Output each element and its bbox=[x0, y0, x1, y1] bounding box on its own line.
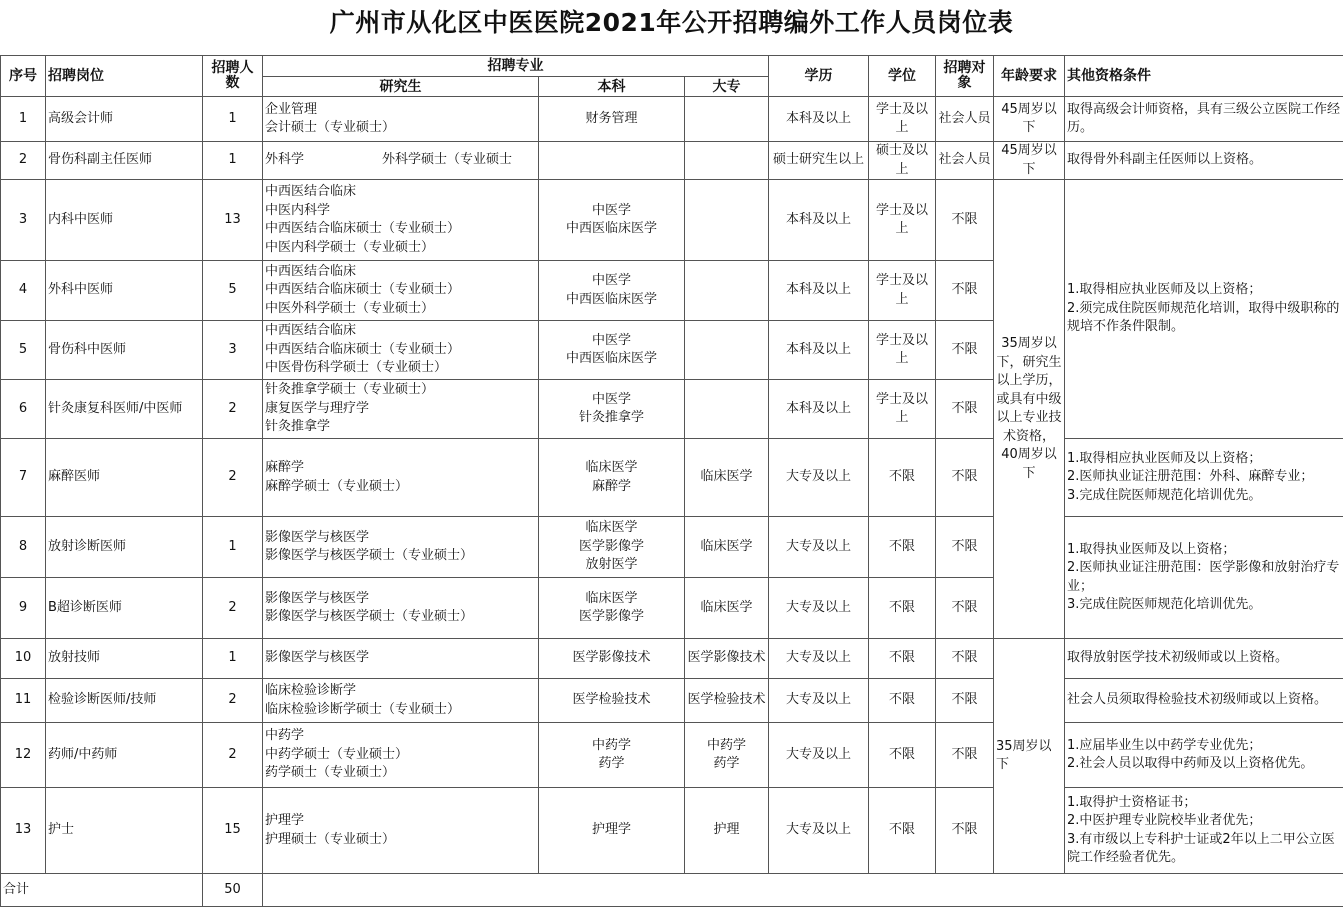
cell-seq: 11 bbox=[1, 679, 46, 723]
cell-college bbox=[685, 180, 769, 261]
cell-count: 2 bbox=[203, 679, 263, 723]
cell-grad: 麻醉学 麻醉学硕士（专业硕士） bbox=[263, 439, 539, 517]
cell-college bbox=[685, 97, 769, 142]
cell-target: 不限 bbox=[936, 261, 994, 321]
cell-college: 护理 bbox=[685, 788, 769, 874]
cell-edu: 大专及以上 bbox=[769, 788, 869, 874]
cell-seq: 10 bbox=[1, 639, 46, 679]
cell-target: 社会人员 bbox=[936, 97, 994, 142]
cell-target: 不限 bbox=[936, 380, 994, 439]
cell-seq: 6 bbox=[1, 380, 46, 439]
cell-target: 不限 bbox=[936, 321, 994, 380]
cell-seq: 7 bbox=[1, 439, 46, 517]
cell-count: 1 bbox=[203, 639, 263, 679]
cell-grad: 临床检验诊断学 临床检验诊断学硕士（专业硕士） bbox=[263, 679, 539, 723]
header-grad: 研究生 bbox=[263, 77, 539, 97]
cell-undergrad: 中医学 针灸推拿学 bbox=[539, 380, 685, 439]
cell-undergrad: 中医学 中西医临床医学 bbox=[539, 321, 685, 380]
cell-edu: 本科及以上 bbox=[769, 261, 869, 321]
cell-college bbox=[685, 321, 769, 380]
cell-other: 1.取得执业医师及以上资格； 2.医师执业证注册范围：医学影像和放射治疗专业； 3.完成住院医师规范化培训优先。 bbox=[1065, 517, 1343, 639]
cell-post: 检验诊断医师/技师 bbox=[46, 679, 203, 723]
cell-age: 35周岁以下 bbox=[994, 639, 1065, 874]
table-row bbox=[1, 639, 1343, 679]
cell-age: 45周岁以下 bbox=[994, 142, 1065, 180]
cell-degree: 学士及以上 bbox=[869, 97, 936, 142]
cell-undergrad: 临床医学 医学影像学 放射医学 bbox=[539, 517, 685, 578]
cell-target: 不限 bbox=[936, 439, 994, 517]
cell-count: 1 bbox=[203, 97, 263, 142]
table-row bbox=[1, 142, 1343, 180]
total-empty bbox=[263, 874, 1343, 907]
cell-post: 内科中医师 bbox=[46, 180, 203, 261]
cell-undergrad: 临床医学 医学影像学 bbox=[539, 578, 685, 639]
header-undergrad: 本科 bbox=[539, 77, 685, 97]
cell-other: 取得骨外科副主任医师以上资格。 bbox=[1065, 142, 1343, 180]
table-row bbox=[1, 97, 1343, 142]
cell-target: 不限 bbox=[936, 517, 994, 578]
cell-undergrad: 财务管理 bbox=[539, 97, 685, 142]
cell-degree: 学士及以上 bbox=[869, 380, 936, 439]
cell-degree: 不限 bbox=[869, 679, 936, 723]
header-seq: 序号 bbox=[1, 56, 46, 97]
cell-other: 1.取得相应执业医师及以上资格； 2.医师执业证注册范围：外科、麻醉专业； 3.完成住院医师规范化培训优先。 bbox=[1065, 439, 1343, 517]
cell-other: 社会人员须取得检验技术初级师或以上资格。 bbox=[1065, 679, 1343, 723]
cell-undergrad: 临床医学 麻醉学 bbox=[539, 439, 685, 517]
cell-degree: 学士及以上 bbox=[869, 261, 936, 321]
cell-other: 1.取得护士资格证书； 2.中医护理专业院校毕业者优先； 3.有市级以上专科护士证或2年以上二甲公立医院工作经验者优先。 bbox=[1065, 788, 1343, 874]
table-row bbox=[1, 723, 1343, 788]
table-row bbox=[1, 788, 1343, 874]
cell-degree: 不限 bbox=[869, 788, 936, 874]
cell-grad: 护理学 护理硕士（专业硕士） bbox=[263, 788, 539, 874]
cell-grad: 影像医学与核医学 影像医学与核医学硕士（专业硕士） bbox=[263, 578, 539, 639]
cell-age: 45周岁以下 bbox=[994, 97, 1065, 142]
cell-seq: 13 bbox=[1, 788, 46, 874]
cell-other: 取得放射医学技术初级师或以上资格。 bbox=[1065, 639, 1343, 679]
cell-count: 2 bbox=[203, 439, 263, 517]
cell-college: 医学检验技术 bbox=[685, 679, 769, 723]
cell-edu: 本科及以上 bbox=[769, 97, 869, 142]
cell-other: 1.应届毕业生以中药学专业优先； 2.社会人员以取得中药师及以上资格优先。 bbox=[1065, 723, 1343, 788]
cell-target: 社会人员 bbox=[936, 142, 994, 180]
cell-degree: 不限 bbox=[869, 723, 936, 788]
cell-count: 2 bbox=[203, 380, 263, 439]
cell-other: 取得高级会计师资格，具有三级公立医院工作经历。 bbox=[1065, 97, 1343, 142]
cell-college bbox=[685, 142, 769, 180]
header-edu: 学历 bbox=[769, 56, 869, 97]
cell-post: 放射诊断医师 bbox=[46, 517, 203, 578]
cell-target: 不限 bbox=[936, 639, 994, 679]
cell-grad: 针灸推拿学硕士（专业硕士） 康复医学与理疗学 针灸推拿学 bbox=[263, 380, 539, 439]
cell-college: 临床医学 bbox=[685, 578, 769, 639]
cell-post: 药师/中药师 bbox=[46, 723, 203, 788]
cell-edu: 硕士研究生以上 bbox=[769, 142, 869, 180]
cell-count: 13 bbox=[203, 180, 263, 261]
cell-undergrad: 中医学 中西医临床医学 bbox=[539, 180, 685, 261]
cell-degree: 不限 bbox=[869, 517, 936, 578]
header-degree: 学位 bbox=[869, 56, 936, 97]
cell-seq: 12 bbox=[1, 723, 46, 788]
cell-degree: 硕士及以上 bbox=[869, 142, 936, 180]
header-major: 招聘专业 bbox=[263, 56, 769, 77]
cell-degree: 学士及以上 bbox=[869, 180, 936, 261]
cell-target: 不限 bbox=[936, 788, 994, 874]
cell-college: 中药学 药学 bbox=[685, 723, 769, 788]
header-college: 大专 bbox=[685, 77, 769, 97]
cell-count: 15 bbox=[203, 788, 263, 874]
cell-edu: 本科及以上 bbox=[769, 321, 869, 380]
cell-undergrad: 医学检验技术 bbox=[539, 679, 685, 723]
page-title: 广州市从化区中医医院2021年公开招聘编外工作人员岗位表 bbox=[329, 8, 1014, 37]
cell-seq: 8 bbox=[1, 517, 46, 578]
cell-target: 不限 bbox=[936, 679, 994, 723]
cell-edu: 大专及以上 bbox=[769, 639, 869, 679]
cell-post: 护士 bbox=[46, 788, 203, 874]
cell-grad: 中西医结合临床 中西医结合临床硕士（专业硕士） 中医外科学硕士（专业硕士） bbox=[263, 261, 539, 321]
cell-edu: 大专及以上 bbox=[769, 517, 869, 578]
cell-college bbox=[685, 380, 769, 439]
cell-college bbox=[685, 261, 769, 321]
cell-post: B超诊断医师 bbox=[46, 578, 203, 639]
cell-target: 不限 bbox=[936, 723, 994, 788]
cell-undergrad: 护理学 bbox=[539, 788, 685, 874]
cell-target: 不限 bbox=[936, 180, 994, 261]
cell-degree: 不限 bbox=[869, 578, 936, 639]
cell-seq: 3 bbox=[1, 180, 46, 261]
cell-post: 骨伤科副主任医师 bbox=[46, 142, 203, 180]
cell-grad: 企业管理 会计硕士（专业硕士） bbox=[263, 97, 539, 142]
cell-other: 1.取得相应执业医师及以上资格； 2.须完成住院医师规范化培训，取得中级职称的规培不作条件限制。 bbox=[1065, 180, 1343, 439]
table-row bbox=[1, 439, 1343, 517]
cell-college: 临床医学 bbox=[685, 439, 769, 517]
cell-degree: 学士及以上 bbox=[869, 321, 936, 380]
cell-undergrad: 医学影像技术 bbox=[539, 639, 685, 679]
cell-grad: 影像医学与核医学 bbox=[263, 639, 539, 679]
cell-count: 3 bbox=[203, 321, 263, 380]
cell-grad: 中西医结合临床 中西医结合临床硕士（专业硕士） 中医骨伤科学硕士（专业硕士） bbox=[263, 321, 539, 380]
cell-college: 医学影像技术 bbox=[685, 639, 769, 679]
cell-seq: 2 bbox=[1, 142, 46, 180]
header-target: 招聘对象 bbox=[936, 56, 994, 97]
cell-edu: 大专及以上 bbox=[769, 723, 869, 788]
table-row bbox=[1, 679, 1343, 723]
cell-post: 骨伤科中医师 bbox=[46, 321, 203, 380]
cell-edu: 大专及以上 bbox=[769, 679, 869, 723]
cell-post: 外科中医师 bbox=[46, 261, 203, 321]
cell-seq: 9 bbox=[1, 578, 46, 639]
cell-grad: 影像医学与核医学 影像医学与核医学硕士（专业硕士） bbox=[263, 517, 539, 578]
cell-post: 麻醉医师 bbox=[46, 439, 203, 517]
cell-undergrad bbox=[539, 142, 685, 180]
cell-edu: 大专及以上 bbox=[769, 439, 869, 517]
header-post: 招聘岗位 bbox=[46, 56, 203, 97]
header-count: 招聘人数 bbox=[203, 56, 263, 97]
cell-count: 2 bbox=[203, 578, 263, 639]
cell-college: 临床医学 bbox=[685, 517, 769, 578]
total-label: 合计 bbox=[1, 874, 203, 907]
total-row bbox=[1, 874, 1343, 907]
total-count: 50 bbox=[203, 874, 263, 907]
cell-count: 1 bbox=[203, 142, 263, 180]
cell-count: 2 bbox=[203, 723, 263, 788]
table-header bbox=[1, 56, 1343, 97]
recruitment-table bbox=[0, 55, 1343, 907]
cell-seq: 5 bbox=[1, 321, 46, 380]
cell-target: 不限 bbox=[936, 578, 994, 639]
cell-edu: 本科及以上 bbox=[769, 180, 869, 261]
cell-edu: 本科及以上 bbox=[769, 380, 869, 439]
cell-grad: 外科学 外科学硕士（专业硕士 bbox=[263, 142, 539, 180]
cell-grad: 中药学 中药学硕士（专业硕士） 药学硕士（专业硕士） bbox=[263, 723, 539, 788]
cell-edu: 大专及以上 bbox=[769, 578, 869, 639]
cell-seq: 1 bbox=[1, 97, 46, 142]
cell-undergrad: 中医学 中西医临床医学 bbox=[539, 261, 685, 321]
table-row bbox=[1, 517, 1343, 578]
cell-post: 高级会计师 bbox=[46, 97, 203, 142]
cell-seq: 4 bbox=[1, 261, 46, 321]
cell-age: 35周岁以下，研究生以上学历，或具有中级以上专业技术资格，40周岁以下 bbox=[994, 180, 1065, 639]
cell-post: 放射技师 bbox=[46, 639, 203, 679]
cell-undergrad: 中药学 药学 bbox=[539, 723, 685, 788]
cell-post: 针灸康复科医师/中医师 bbox=[46, 380, 203, 439]
cell-count: 5 bbox=[203, 261, 263, 321]
cell-degree: 不限 bbox=[869, 639, 936, 679]
cell-grad: 中西医结合临床 中医内科学 中西医结合临床硕士（专业硕士） 中医内科学硕士（专业硕士） bbox=[263, 180, 539, 261]
header-other: 其他资格条件 bbox=[1065, 56, 1343, 97]
cell-count: 1 bbox=[203, 517, 263, 578]
cell-degree: 不限 bbox=[869, 439, 936, 517]
table-row bbox=[1, 180, 1343, 261]
header-age: 年龄要求 bbox=[994, 56, 1065, 97]
